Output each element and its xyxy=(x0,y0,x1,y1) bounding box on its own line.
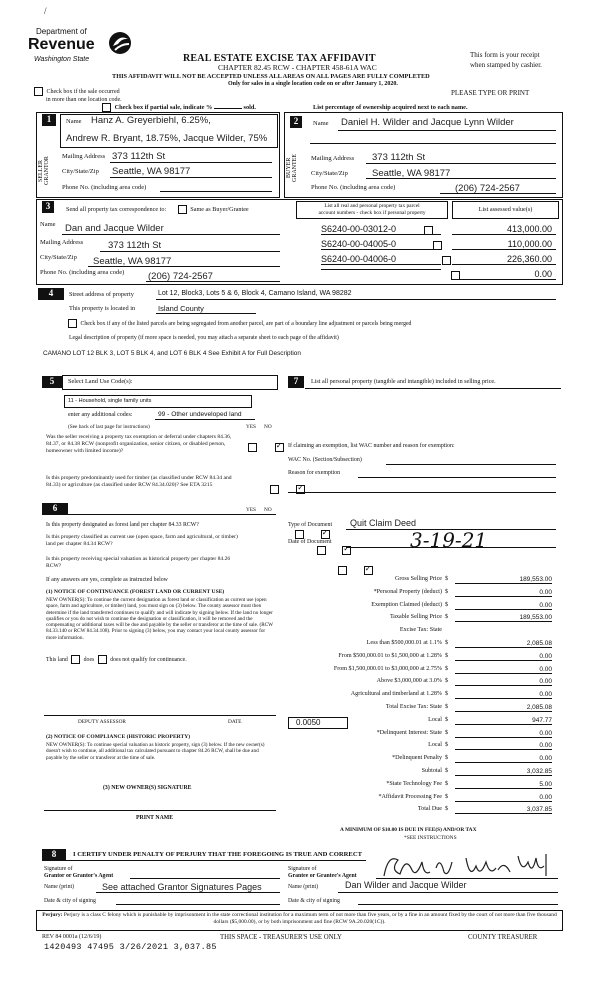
additional-codes: 99 - Other undeveloped land xyxy=(158,411,242,418)
buyer-name: Daniel H. Wilder and Jacque Lynn Wilder xyxy=(341,117,514,128)
grantor-date-line[interactable] xyxy=(116,904,280,905)
section-6-q3: Is this property receiving special valuation as historical property per chapter 84.26 RCW? xyxy=(46,556,231,569)
reason-line-2[interactable] xyxy=(288,492,556,493)
tax-row xyxy=(287,602,557,613)
section-5-number: 5 xyxy=(42,376,62,388)
grantor-sig-label-line: Grantor or Grantor's Agent xyxy=(44,872,114,879)
grantee-date-line[interactable] xyxy=(358,904,558,905)
personal-property-checkbox[interactable] xyxy=(424,226,433,235)
assessed-value: 413,000.00 xyxy=(506,224,552,234)
receipt-note-line: This form is your receipt xyxy=(470,51,540,59)
grantee-sig-label-line: Signature of xyxy=(288,866,317,872)
section-7-line xyxy=(305,388,561,389)
new-owner-signature-line[interactable] xyxy=(44,810,276,811)
tax-row-label: Excise Tax: State xyxy=(399,627,442,634)
new-owner-signature-label: (3) NEW OWNER(S) SIGNATURE xyxy=(103,785,192,791)
certify-line xyxy=(66,860,366,861)
section-3-mailing-line xyxy=(100,251,280,252)
tax-row-value[interactable]: 0.00 xyxy=(455,755,552,763)
tax-row-label: Taxable Selling Price xyxy=(389,614,442,621)
grantee-sig-label xyxy=(288,866,357,879)
dollar-sign: $ xyxy=(445,729,449,736)
notice-2-body: NEW OWNER(S): To continue special valuation as historic property, sign (3) below. If the new owner(s) doesn't wish to continue, all additional tax calculated pursuant to chapter 84.26 RCW, shall be due and payable by the seller or transferor at the time of sale. xyxy=(46,742,265,761)
street-line xyxy=(156,299,556,300)
tax-row-value[interactable]: 189,553.00 xyxy=(455,576,552,584)
deputy-date-label: DATE xyxy=(228,719,242,725)
tax-row xyxy=(287,653,557,664)
section-5-q2: Is this property predominantly used for timber (as classified under RCW 84.34 and 84.33) or agriculture (as classified under RCW 84.34.020)? See ETA 3215 xyxy=(46,475,232,488)
tax-row xyxy=(287,806,557,817)
section-3-phone-label: Phone No. (including area code) xyxy=(40,269,125,276)
seller-name-label: Name xyxy=(66,118,82,125)
section-3-city-line xyxy=(88,266,280,267)
notice-1-title: (1) NOTICE OF CONTINUANCE (FOREST LAND OR CURRENT USE) xyxy=(46,589,225,595)
does-not-qualify-checkbox[interactable] xyxy=(98,655,107,664)
tax-row-value[interactable]: 5.00 xyxy=(455,781,552,789)
send-correspondence-label: Send all property tax correspondence to: xyxy=(66,205,167,213)
seller-side-label: SELLER GRANTOR xyxy=(38,156,50,186)
partial-sale-percent-field[interactable] xyxy=(214,108,242,109)
tax-row-label: Subtotal xyxy=(421,768,442,774)
receipt-stamp: 1420493 47495 3/26/2021 3,037.85 xyxy=(44,942,217,952)
tax-row-label: Exemption Claimed (deduct) xyxy=(371,601,442,608)
land-use-value: 11 - Household, single family units xyxy=(68,398,152,404)
seller-mailing-line xyxy=(110,162,272,163)
form-warning: THIS AFFIDAVIT WILL NOT BE ACCEPTED UNLESS ALL AREAS ON ALL PAGES ARE FULLY COMPLETED xyxy=(112,73,430,80)
print-name-label: PRINT NAME xyxy=(136,815,174,821)
sales-note: Only for sales in a single location code on or after January 1, 2020. xyxy=(228,81,398,87)
section-5-yes: YES xyxy=(246,424,257,430)
county-line xyxy=(156,313,256,314)
tax-row xyxy=(287,614,557,625)
buyer-name-line-2 xyxy=(310,143,556,144)
tax-row xyxy=(287,576,557,587)
buyer-mailing: 373 112th St xyxy=(372,152,426,163)
tax-row-value[interactable]: 0.00 xyxy=(455,730,552,738)
certify-statement: I CERTIFY UNDER PENALTY OF PERJURY THAT THE FOREGOING IS TRUE AND CORRECT xyxy=(73,851,362,858)
parcel-header-line: List all real and personal property tax parcel xyxy=(324,203,420,209)
dollar-sign: $ xyxy=(445,806,449,813)
seller-name-2: Andrew R. Bryant, 18.75%, Jacque Wilder, 75% xyxy=(66,133,268,144)
assessed-header: List assessed value(s) xyxy=(452,201,559,219)
buyer-mailing-label: Mailing Address xyxy=(311,155,355,162)
tax-row-value[interactable]: 0.00 xyxy=(455,653,552,661)
dor-logo xyxy=(28,25,136,70)
tax-row-label: Agricultural and timberland at 1.28% xyxy=(350,691,442,698)
parcel-header xyxy=(296,201,448,219)
section-2-number: 2 xyxy=(290,116,302,128)
section-6-yes: YES xyxy=(246,507,257,513)
parcel-header-line: account numbers - check box if personal property xyxy=(318,210,426,216)
assessed-value-line xyxy=(452,249,556,250)
tax-row-label: Less than $500,000.01 at 1.1% xyxy=(366,640,442,646)
segregated-checkbox[interactable] xyxy=(68,319,77,328)
buyer-phone-label: Phone No. (including area code) xyxy=(311,184,396,191)
buyer-mailing-line xyxy=(366,163,556,164)
tax-row-label: *Delinquent Interest: State xyxy=(376,729,442,736)
section-7-number: 7 xyxy=(288,376,304,388)
state-line: Washington State xyxy=(34,56,90,63)
form-title: REAL ESTATE EXCISE TAX AFFIDAVIT xyxy=(183,53,376,64)
perjury-label: Perjury: xyxy=(42,912,63,918)
dollar-sign: $ xyxy=(445,793,449,800)
dollar-sign: $ xyxy=(445,678,449,685)
doc-date-line xyxy=(346,547,556,548)
tax-row xyxy=(287,781,557,792)
section-3-city-label: City/State/Zip xyxy=(40,254,77,261)
minimum-note: A MINIMUM OF $10.00 IS DUE IN FEE(S) AND/OR TAX xyxy=(340,827,477,833)
dollar-sign: $ xyxy=(445,665,449,672)
seller-name-1: Hanz A. Greyerbiehl, 6.25%, xyxy=(91,115,211,126)
receipt-note-line: when stamped by cashier. xyxy=(470,61,542,69)
multi-location-check[interactable] xyxy=(32,87,122,104)
tax-row-value[interactable]: 0.00 xyxy=(455,589,552,597)
dollar-sign: $ xyxy=(445,780,449,787)
section-6-q1: Is this property designated as forest land per chapter 84.33 RCW? xyxy=(46,522,199,528)
tax-row-label: From $1,500,000.01 to $3,000,000 at 2.75% xyxy=(333,665,442,672)
tax-row xyxy=(287,627,557,638)
select-land-use-label: Select Land Use Code(s): xyxy=(68,378,133,385)
section-3-phone: (206) 724-2567 xyxy=(148,271,213,282)
deputy-line xyxy=(44,715,276,716)
doc-date-label: Date of Document xyxy=(288,539,332,545)
personal-property-checkbox[interactable] xyxy=(433,241,442,250)
tax-row-label: From $500,000.01 to $1,500,000 at 1.28% xyxy=(338,652,442,659)
grantor-date-label: Date & city of signing xyxy=(44,898,96,904)
assessed-value: 226,360.00 xyxy=(506,254,552,264)
tax-row-label: *State Technology Fee xyxy=(386,780,442,787)
doc-type: Quit Claim Deed xyxy=(350,518,417,528)
wac-label: WAC No. (Section/Subsection) xyxy=(288,457,362,463)
notice-1-body: NEW OWNER(S): To continue the current designation as forest land or classification as current use (open space, farm and agriculture, or timber) land, you must sign on (3) below. The county assessor must then determine if the land transferred continues to qualify and will indicate by signing below. If the land no longer qualifies or you do not wish to continue the designation or classification, it will be removed and the compensating or additional taxes will be due and payable by the seller or transferor at the time of sale. (RCW 84.33.140 or RCW 84.34.108). Prior to signing (3) below, you may contact your local county assessor for more information. xyxy=(46,597,273,641)
dollar-sign: $ xyxy=(445,768,449,774)
tax-row xyxy=(287,691,557,702)
this-land-label: This land xyxy=(46,656,68,663)
seller-mailing: 373 112th St xyxy=(112,151,166,162)
seller-phone-label: Phone No. (including area code) xyxy=(62,184,147,191)
receipt-note xyxy=(470,50,542,70)
rev-number: REV 84 0001a (12/6/19) xyxy=(42,934,102,940)
legal-description: CAMANO LOT 12 BLK 3, LOT 5 BLK 4, and LOT 6 BLK 4 See Exhibit A for Full Description xyxy=(43,350,301,357)
perjury-body: Perjury is a class C felony which is punishable by imprisonment in the state correctional institution for a maximum term of not more than five years, or by a fine in an amount fixed by the court of not more than five thousand dollars ($5,000.00), or by both imprisonment and fine (RCW 9A.20.020(1C)). xyxy=(63,912,557,925)
section-6-number: 6 xyxy=(42,503,68,515)
section-5-q2-yes-checkbox[interactable] xyxy=(270,485,279,494)
grantee-name-print: Dan Wilder and Jacque Wilder xyxy=(345,880,467,890)
revenue-wordmark: Revenue xyxy=(28,36,95,53)
parcel-number[interactable] xyxy=(321,269,441,270)
does-not-label: does not qualify for continuance. xyxy=(110,656,187,663)
deputy-assessor-label: DEPUTY ASSESSOR xyxy=(78,719,126,725)
buyer-city: Seattle, WA 98177 xyxy=(372,168,451,179)
section-6-no: NO xyxy=(264,507,272,513)
section-3-city: Seattle, WA 98177 xyxy=(93,256,172,267)
section-3-mailing-label: Mailing Address xyxy=(40,239,84,246)
grantee-sig-label-line: Grantee or Grantee's Agent xyxy=(288,872,357,879)
perjury-text xyxy=(42,912,557,926)
grantee-name-print-label: Name (print) xyxy=(288,884,319,890)
tax-row xyxy=(287,794,557,805)
buyer-phone-line xyxy=(440,193,556,194)
seller-phone-line xyxy=(160,191,272,192)
dollar-sign: $ xyxy=(445,691,449,698)
assessed-value-line xyxy=(452,279,556,280)
dollar-sign: $ xyxy=(445,588,449,595)
assessed-value: 0.00 xyxy=(534,269,552,279)
tax-row xyxy=(287,666,557,677)
section-6-q2-yes-checkbox[interactable] xyxy=(317,546,326,555)
sold-label: sold. xyxy=(243,103,256,111)
grantee-name-line xyxy=(338,892,558,893)
tax-row xyxy=(287,640,557,651)
dollar-sign: $ xyxy=(445,614,449,621)
multi-location-checkbox[interactable] xyxy=(34,87,43,96)
notice-2-title: (2) NOTICE OF COMPLIANCE (HISTORIC PROPERTY) xyxy=(46,734,191,740)
tax-row xyxy=(287,704,557,715)
section-5-no: NO xyxy=(264,424,272,430)
grantor-name-line xyxy=(96,892,280,893)
section-3-name-line xyxy=(62,234,280,235)
dollar-sign: $ xyxy=(445,576,449,582)
see-back-note: (See back of last page for instructions) xyxy=(68,424,150,430)
section-6-q1-yes-checkbox[interactable] xyxy=(295,530,304,539)
local-rate: 0.0050 xyxy=(296,718,321,727)
tax-row-value[interactable]: 2,085.08 xyxy=(455,640,552,648)
section-6-q3-no-checkbox[interactable] xyxy=(364,566,373,575)
exemption-label: If claiming an exemption, list WAC number and reason for exemption: xyxy=(288,443,455,449)
tax-row-value[interactable]: 0.00 xyxy=(455,742,552,750)
page-mark: / xyxy=(44,6,47,16)
reason-label: Reason for exemption xyxy=(288,470,341,476)
personal-property-checkbox[interactable] xyxy=(442,256,451,265)
parcel-number[interactable]: S6240-00-04005-0 xyxy=(321,239,441,250)
buyer-name-label: Name xyxy=(313,120,329,127)
segregated-row xyxy=(66,319,411,328)
section-3-name-label: Name xyxy=(40,221,56,228)
grantee-signature-image xyxy=(378,848,558,884)
section-3-phone-line xyxy=(146,281,280,282)
tax-row-label: Total Excise Tax: State xyxy=(385,704,442,710)
treasurer-space: THIS SPACE - TREASURER'S USE ONLY xyxy=(220,934,342,941)
tax-row-label: Above $3,000,000 at 3.0% xyxy=(376,678,442,685)
tax-row-label: *Delinquent Penalty xyxy=(392,755,442,762)
section-6-q3-yes-checkbox[interactable] xyxy=(338,566,347,575)
grantor-name-print: See attached Grantor Signatures Pages xyxy=(102,882,262,892)
section-5-q1: Was the seller receiving a property tax exemption or deferral under chapters 84.36, 84.37, or 84.38 RCW (nonprofit organization, senior citizen, or disabled person, homeowner with limited income)? xyxy=(46,434,232,454)
ownership-note: List percentage of ownership acquired next to each name. xyxy=(313,104,468,111)
section-6-header-line xyxy=(68,514,276,515)
located-label: This property is located in xyxy=(69,305,136,312)
tax-row-label: Total Due xyxy=(417,806,442,813)
section-3-mailing: 373 112th St xyxy=(108,240,162,251)
grantor-sig-label xyxy=(44,866,113,879)
please-type: PLEASE TYPE OR PRINT xyxy=(451,89,530,97)
personal-property-label: List all personal property (tangible and intangible) included in selling price. xyxy=(311,379,496,385)
parcel-number[interactable]: S6240-00-04006-0 xyxy=(321,254,441,265)
segregated-label: Check box if any of the listed parcels are being segregated from another parcel, are part of a boundary line adjustment or parcels being merged xyxy=(80,320,412,327)
dept-line: Department of xyxy=(36,27,87,36)
section-6-q1-no-checkbox[interactable] xyxy=(321,530,330,539)
street-label: Street address of property xyxy=(69,291,134,298)
assessed-value-line xyxy=(452,264,556,265)
seller-city: Seattle, WA 98177 xyxy=(112,166,191,177)
doc-type-label: Type of Document xyxy=(288,522,333,528)
tax-row-value[interactable]: 0.00 xyxy=(455,602,552,610)
reason-line[interactable] xyxy=(358,477,556,478)
multi-location-label: Check box if the sale occurred xyxy=(46,88,120,95)
county: Island County xyxy=(158,304,204,313)
section-3-name: Dan and Jacque Wilder xyxy=(65,223,164,234)
assessed-value: 110,000.00 xyxy=(507,239,552,249)
dollar-sign: $ xyxy=(445,755,449,762)
section-3-number: 3 xyxy=(42,201,54,213)
does-label: does xyxy=(83,656,95,663)
dollar-sign: $ xyxy=(445,716,449,723)
grantor-signature-line[interactable] xyxy=(130,878,280,879)
seller-city-label: City/State/Zip xyxy=(62,168,99,175)
section-1-number: 1 xyxy=(42,114,56,126)
buyer-city-line xyxy=(366,178,556,179)
land-qualify-row xyxy=(46,655,187,664)
tax-row xyxy=(287,678,557,689)
assessed-value-line xyxy=(452,234,556,235)
section-5-q1-no-checkbox[interactable] xyxy=(275,443,284,452)
additional-codes-label: enter any additional codes: xyxy=(68,412,133,418)
doc-date: 3-19-21 xyxy=(410,528,488,552)
tax-row-label: Local xyxy=(428,716,442,723)
seller-mailing-label: Mailing Address xyxy=(62,153,106,160)
tax-row xyxy=(287,730,557,741)
tax-row-value[interactable]: 0.00 xyxy=(455,678,552,686)
partial-sale-row xyxy=(100,103,256,112)
county-treasurer: COUNTY TREASURER xyxy=(468,934,538,941)
tax-row-value[interactable]: 3,032.85 xyxy=(455,768,552,776)
logo-swirl-icon xyxy=(107,30,133,56)
dollar-sign: $ xyxy=(445,742,449,749)
dollar-sign: $ xyxy=(445,652,449,659)
multi-location-label-2: in more than one location code. xyxy=(46,97,122,103)
dollar-sign: $ xyxy=(445,601,449,608)
grantor-name-print-label: Name (print) xyxy=(44,884,75,890)
tax-row-value[interactable]: 0.00 xyxy=(455,691,552,699)
does-qualify-checkbox[interactable] xyxy=(71,655,80,664)
legal-label: Legal description of property (if more space is needed, you may attach a separate sheet to each page of the affidavit) xyxy=(69,335,339,341)
section-8-number: 8 xyxy=(42,849,66,861)
tax-row-value[interactable]: 2,085.08 xyxy=(455,704,552,712)
tax-row-value[interactable]: 0.00 xyxy=(455,666,552,674)
tax-row-label: *Personal Property (deduct) xyxy=(373,588,442,595)
tax-row-value[interactable]: 0.00 xyxy=(455,794,552,802)
same-as-buyer-label: Same as Buyer/Grantee xyxy=(190,205,249,213)
wac-line[interactable] xyxy=(386,464,556,465)
form-chapter: CHAPTER 82.45 RCW - CHAPTER 458-61A WAC xyxy=(218,63,377,72)
buyer-name-line xyxy=(338,130,556,131)
tax-row-value[interactable]: 189,553.00 xyxy=(455,614,552,622)
buyer-phone: (206) 724-2567 xyxy=(455,183,520,194)
section-4-number: 4 xyxy=(38,288,64,300)
dollar-sign: $ xyxy=(445,640,449,646)
tax-row xyxy=(287,742,557,753)
tax-row xyxy=(287,589,557,600)
tax-row xyxy=(287,768,557,779)
tax-row-label: Gross Selling Price xyxy=(394,576,442,582)
buyer-side-label: BUYER GRANTEE xyxy=(286,154,298,182)
same-as-buyer-checkbox[interactable] xyxy=(178,205,187,214)
dollar-sign: $ xyxy=(445,704,449,710)
grantee-date-label: Date & city of signing xyxy=(288,898,340,904)
parcel-number[interactable]: S6240-00-03012-0 xyxy=(321,224,441,235)
partial-sale-label: Check box if partial sale, indicate % xyxy=(114,103,213,111)
seller-city-line xyxy=(110,177,272,178)
street-address: Lot 12, Block3, Lots 5 & 6, Block 4, Camano Island, WA 98282 xyxy=(158,290,352,297)
tax-row-label: *Affidavit Processing Fee xyxy=(378,793,442,800)
see-instructions: *SEE INSTRUCTIONS xyxy=(404,835,457,841)
send-correspondence xyxy=(66,205,249,214)
grantor-sig-label-line: Signature of xyxy=(44,866,73,872)
tax-row-value[interactable]: 3,037.85 xyxy=(455,806,552,814)
tax-row-label: Local xyxy=(428,742,442,749)
buyer-city-label: City/State/Zip xyxy=(311,170,348,177)
tax-row xyxy=(287,755,557,766)
tax-row-value[interactable]: 947.77 xyxy=(455,717,552,725)
section-6-q2: Is this property classified as current use (open space, farm and agricultural, or timber) land per chapter 84.34 RCW? xyxy=(46,534,238,547)
additional-codes-line xyxy=(155,419,255,420)
if-yes-note: If any answers are yes, complete as instructed below xyxy=(46,577,168,583)
section-5-q1-yes-checkbox[interactable] xyxy=(248,443,257,452)
partial-sale-checkbox[interactable] xyxy=(102,103,111,112)
